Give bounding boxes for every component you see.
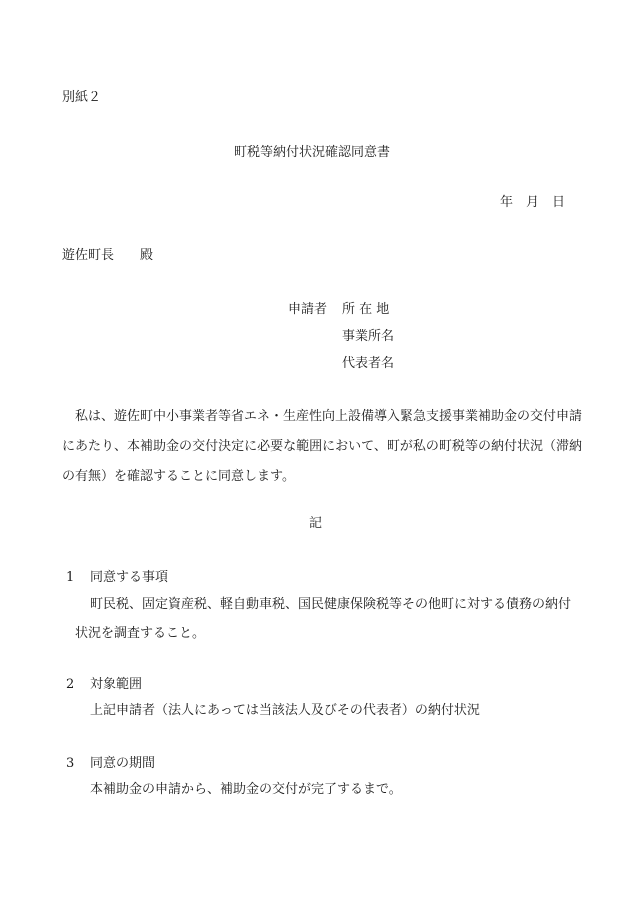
addressee: 遊佐町長 殿: [62, 248, 154, 263]
item-2-title: 対象範囲: [90, 677, 143, 692]
applicant-label: 申請者: [288, 302, 328, 317]
office-name-label: 事業所名: [342, 329, 395, 344]
consent-paragraph: 私は、遊佐町中小事業者等省エネ・生産性向上設備導入緊急支援事業補助金の交付申請にあたり、本補助金の交付決定に必要な範囲において、町が私の町税等の納付状況（滞納の有無）を確認することに同意します。: [62, 409, 583, 484]
item-2-number: 2: [66, 677, 75, 692]
item-3-title: 同意の期間: [90, 756, 156, 771]
representative-label: 代表者名: [342, 356, 395, 371]
item-1-text: 町民税、固定資産税、軽自動車税、国民健康保険税等その他町に対する債務の納付状況を調査すること。: [75, 597, 572, 641]
item-1-number: 1: [66, 570, 75, 585]
document-title: 町税等納付状況確認同意書: [234, 145, 391, 160]
item-3-text: 本補助金の申請から、補助金の交付が完了するまで。: [90, 782, 402, 797]
item-3-number: 3: [66, 756, 75, 771]
item-1-title: 同意する事項: [90, 570, 169, 585]
item-2-text: 上記申請者（法人にあっては当該法人及びその代表者）の納付状況: [90, 703, 480, 718]
date-line: 年 月 日: [500, 195, 566, 210]
ki-heading: 記: [309, 516, 323, 531]
address-label: 所 在 地: [342, 302, 390, 317]
appendix-label: 別紙２: [62, 90, 102, 105]
